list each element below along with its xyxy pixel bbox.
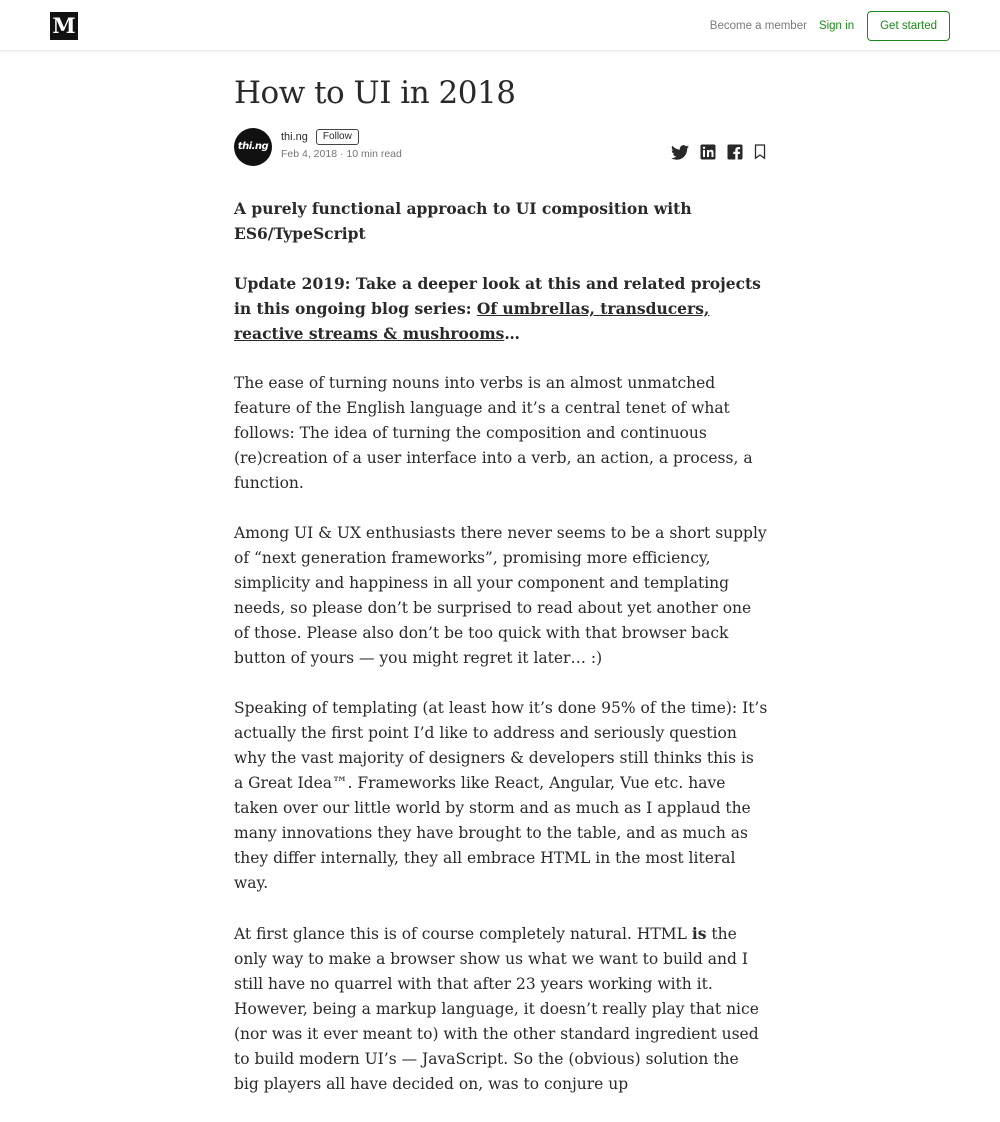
article (234, 70, 774, 1122)
author-byline (234, 128, 774, 166)
article-title: How to UI in 2018 (234, 75, 516, 111)
author-name-link[interactable]: thi.ng (281, 131, 308, 143)
sign-in-link[interactable]: Sign in (818, 20, 855, 32)
article-body (234, 196, 774, 1097)
blog-series-link[interactable]: Of umbrellas, transducers, reactive streams & mushrooms (234, 299, 710, 343)
read-time: 10 min read (346, 148, 402, 160)
share-actions (660, 144, 766, 160)
post-date: Feb 4, 2018 (281, 148, 338, 160)
bookmark-icon[interactable] (754, 144, 766, 160)
medium-logo[interactable]: M (50, 12, 78, 40)
meta-separator: · (339, 148, 344, 160)
emphasis-is: is (691, 924, 707, 943)
twitter-icon[interactable] (671, 145, 689, 160)
update-suffix: … (504, 324, 520, 343)
paragraph-4-start: At first glance this is of course completely natural. HTML (234, 925, 692, 943)
update-note (234, 271, 768, 346)
facebook-icon[interactable] (727, 144, 743, 160)
paragraph-2: Among UI & UX enthusiasts there never seems to be a short supply of “next generation frameworks”, promising more efficiency, simplicity and happiness in all your component and templating needs, so please don’t be surprised to read about yet another one of those. Please also don’t be too quick with that browser back button of yours — you might regret it later… :) (234, 524, 767, 667)
linkedin-icon[interactable] (700, 144, 716, 160)
follow-button[interactable]: Follow (316, 129, 359, 145)
get-started-button[interactable]: Get started (867, 11, 950, 41)
article-subtitle: A purely functional approach to UI composition with ES6/TypeScript (234, 199, 692, 243)
update-prefix: Update 2019: Take a deeper look at this and related projects in this ongoing blog series: (234, 274, 761, 318)
author-line (281, 129, 359, 145)
paragraph-3: Speaking of templating (at least how it’s done 95% of the time): It’s actually the first point I’d like to address and seriously question why the vast majority of designers & developers still thinks this is a Great Idea™. Frameworks like React, Angular, Vue etc. have taken over our little world by storm and as much as I applaud the many innovations they have brought to the table, and as much as they differ internally, they all embrace HTML in the most literal way. (234, 699, 768, 892)
author-avatar[interactable]: thi.ng (234, 128, 272, 166)
paragraph-1: The ease of turning nouns into verbs is an almost unmatched feature of the English language and it’s a central tenet of what follows: The idea of turning the composition and continuous (re)creation of a user interface into a verb, an action, a process, a function. (234, 374, 753, 492)
top-navigation-bar (0, 0, 1000, 51)
paragraph-4 (234, 921, 768, 1097)
become-member-link[interactable]: Become a member (709, 20, 807, 32)
header-actions (710, 11, 950, 41)
paragraph-4-end: the only way to make a browser show us what we want to build and I still have no quarrel with that after 23 years working with it. However, being a markup language, it doesn’t really play that nice (nor was it ever meant to) with the other standard ingredient used to build modern UI’s — JavaScript. So the (obvious) solution the big players all have decided on, was to conjure up (234, 925, 759, 1093)
post-meta (281, 148, 402, 160)
